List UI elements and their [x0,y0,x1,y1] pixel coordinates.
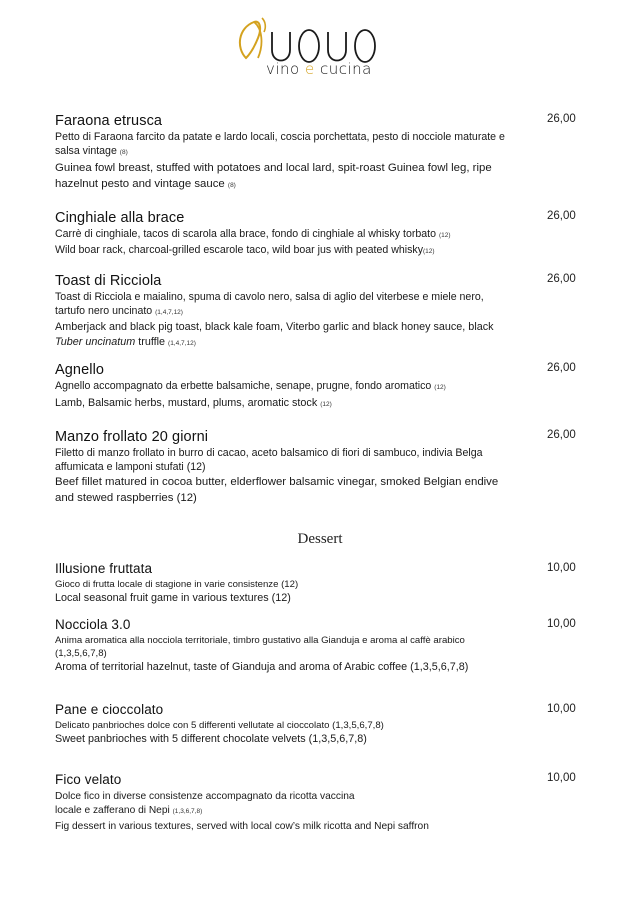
item-price: 26,00 [547,429,576,441]
item-description-en: Beef fillet matured in cocoa butter, elderflower balsamic vinegar, smoked Belgian endive and stewed raspberries (12) [55,476,499,504]
item-description-it [55,290,515,320]
logo-tagline [266,60,372,78]
allergens: (12) [434,384,446,391]
item-title: Agnello [55,362,105,378]
item-title: Cinghiale alla brace [55,210,185,226]
item-description-it: Delicato panbrioches dolce con 5 differenti vellutate al cioccolato (1,3,5,6,7,8) [55,720,384,731]
dessert-item-nocciola [55,616,535,675]
description-italic: Tuber uncinatum [55,336,136,348]
item-price: 26,00 [547,113,576,125]
item-description-en: Sweet panbrioches with 5 different chocolate velvets (1,3,5,6,7,8) [55,733,367,745]
item-title: Toast di Ricciola [55,273,162,289]
item-description-en [55,243,535,259]
menu-item-manzo-frollato [55,428,535,506]
allergens: (8) [227,182,236,189]
menu-item-faraona [55,112,535,194]
description-text: Carrè di cinghiale, tacos di scarola alla brace, fondo di cinghiale al whisky torbato [55,228,436,240]
item-description-it [55,130,505,160]
item-price: 26,00 [547,210,576,222]
allergens: (1,4,7,12) [168,340,196,347]
dessert-item-pane-cioccolato [55,701,535,747]
description-text: Amberjack and black pig toast, black kale foam, Viterbo garlic and black honey sauce, black [55,321,494,333]
item-price: 10,00 [547,618,576,630]
description-text: Wild boar rack, charcoal-grilled escarole taco, wild boar jus with peated whisky [55,244,423,256]
description-text: locale e zafferano di Nepi [55,805,170,816]
allergens: (12) [438,232,451,239]
description-text: Lamb, Balsamic herbs, mustard, plums, aromatic stock [55,397,318,409]
item-description-it: Anima aromatica alla nocciola territoriale, timbro gustativo alla Gianduja e aroma al caffè arabico (1,3,5,6,7,8) [55,635,465,659]
description-text: truffle [135,336,166,348]
allergens: (8) [119,149,128,156]
tagline-vino: vino [266,60,305,78]
item-price: 10,00 [547,562,576,574]
item-description-it-line1: Dolce fico in diverse consistenze accompagnato da ricotta vaccina [55,791,355,802]
description-text: Agnello accompagnato da erbette balsamiche, senape, prugne, fondo aromatico [55,380,432,392]
section-title-dessert: Dessert [297,531,343,547]
allergens: (12) [423,248,435,255]
item-description-it [55,379,535,395]
restaurant-logo [232,14,402,82]
item-description-it: Filetto di manzo frollato in burro di cacao, aceto balsamico di fiori di sambuco, indivia Belga affumicata e lamponi stufati (12) [55,447,483,473]
item-title: Fico velato [55,772,122,787]
item-description-it: Gioco di frutta locale di stagione in varie consistenze (12) [55,579,299,590]
allergens: (1,3,6,7,8) [172,808,203,815]
item-description-en: Local seasonal fruit game in various textures (12) [55,592,291,604]
menu-item-agnello [55,361,535,413]
item-description-en: Aroma of territorial hazelnut, taste of Gianduja and aroma of Arabic coffee (1,3,5,6,7,8) [55,661,469,673]
allergens: (1,4,7,12) [155,309,183,316]
item-description-it [55,227,535,243]
description-text: Toast di Ricciola e maialino, spuma di cavolo nero, salsa di aglio del viterbese e miele nero, tartufo nero uncinato [55,291,484,317]
dessert-item-fico-velato [55,771,535,834]
menu-item-cinghiale [55,209,535,259]
item-description-en [55,395,535,413]
tagline-cucina: cucina [314,60,372,78]
item-price: 10,00 [547,703,576,715]
item-description-it-line2 [55,804,535,819]
item-description-en [55,320,515,351]
item-price: 26,00 [547,362,576,374]
item-title: Faraona etrusca [55,113,163,129]
item-title: Nocciola 3.0 [55,617,131,632]
item-title: Illusione fruttata [55,561,153,576]
item-title: Pane e cioccolato [55,702,164,717]
item-description-en: Fig dessert in various textures, served with local cow’s milk ricotta and Nepi saffron [55,821,429,832]
item-price: 10,00 [547,772,576,784]
menu-item-toast-ricciola [55,272,535,351]
item-description-en [55,160,515,194]
description-text: Petto di Faraona farcito da patate e lardo locali, coscia porchettata, pesto di nocciole maturate e salsa vintage [55,131,505,157]
item-title: Manzo frollato 20 giorni [55,429,209,445]
tagline-accent: e [305,60,315,78]
dessert-item-illusione-fruttata [55,560,535,606]
item-price: 26,00 [547,273,576,285]
allergens: (12) [320,401,332,408]
description-text: Guinea fowl breast, stuffed with potatoes and local lard, spit-roast Guinea fowl leg, ripe hazelnut pesto and vintage sauce [55,162,492,190]
